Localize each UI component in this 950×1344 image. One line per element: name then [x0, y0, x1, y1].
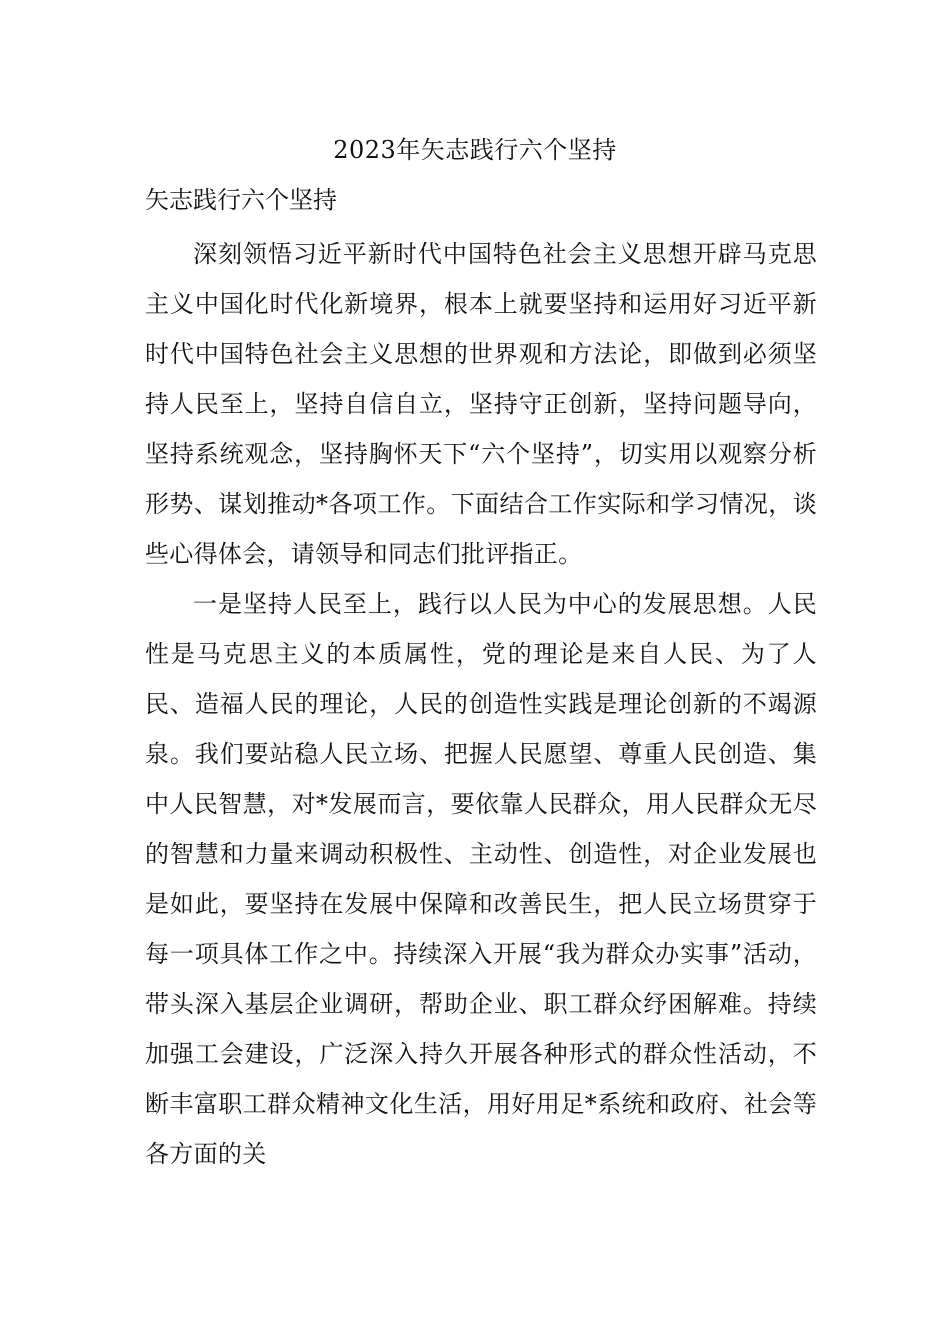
paragraph-intro: 深刻领悟习近平新时代中国特色社会主义思想开辟马克思主义中国化时代化新境界，根本上就要坚持和运用好习近平新时代中国特色社会主义思想的世界观和方法论，即做到必须坚持人民至上，坚持自信自立，坚持守正创新，坚持问题导向，坚持系统观念，坚持胸怀天下“六个坚持”，切实用以观察分析形势、谋划推动*各项工作。下面结合工作实际和学习情况，谈些心得体会，请领导和同志们批评指正。: [145, 240, 817, 568]
document-subtitle: 矢志践行六个坚持: [145, 186, 337, 214]
document-body: [145, 229, 817, 1179]
paragraph-people-first: 一是坚持人民至上，践行以人民为中心的发展思想。人民性是马克思主义的本质属性，党的理论是来自人民、为了人民、造福人民的理论，人民的创造性实践是理论创新的不竭源泉。我们要站稳人民立场、把握人民愿望、尊重人民创造、集中人民智慧，对*发展而言，要依靠人民群众，用人民群众无尽的智慧和力量来调动积极性、主动性、创造性，对企业发展也是如此，要坚持在发展中保障和改善民生，把人民立场贯穿于每一项具体工作之中。持续深入开展“我为群众办实事”活动，带头深入基层企业调研，帮助企业、职工群众纾困解难。持续加强工会建设，广泛深入持久开展各种形式的群众性活动，不断丰富职工群众精神文化生活，用好用足*系统和政府、社会等各方面的关: [145, 590, 817, 1168]
document-title: 2023年矢志践行六个坚持: [333, 136, 617, 164]
